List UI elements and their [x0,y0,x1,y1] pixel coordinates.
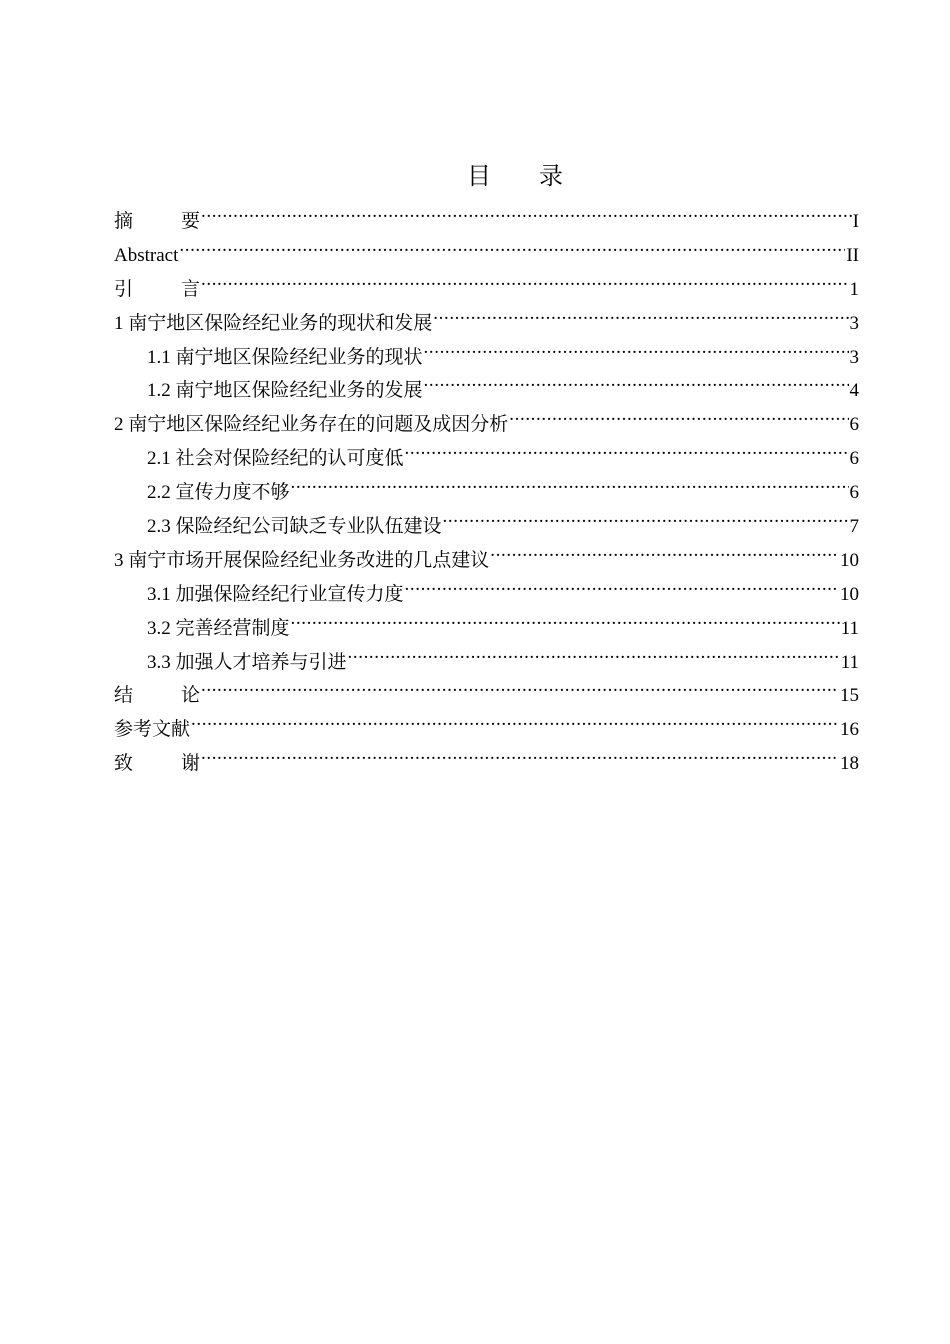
toc-dot-leader [405,570,839,600]
toc-entry-conclusion[interactable] [114,671,859,705]
toc-page-number: 10 [840,583,859,605]
toc-dot-leader [201,739,839,769]
toc-label-char: 摘 [114,211,134,232]
toc-dot-leader [443,502,849,532]
toc-page-number: 3 [849,346,859,368]
toc-page-number: 1 [849,278,859,300]
toc-entry-label: 2.2 宣传力度不够 [147,482,290,504]
toc-dot-leader [179,231,845,261]
toc-entry-label: 2.3 保险经纪公司缺乏专业队伍建设 [147,516,442,538]
toc-entry-chapter-1[interactable] [114,299,859,333]
toc-dot-leader [424,366,849,396]
toc-entry-label: 3 南宁市场开展保险经纪业务改进的几点建议 [114,549,490,571]
toc-page-number: 6 [849,482,859,504]
toc-entry-references[interactable] [114,705,859,739]
toc-entry-abstract-cn[interactable] [114,197,859,231]
toc-list [114,197,859,773]
toc-page-number: I [852,211,859,232]
toc-entry-introduction[interactable] [114,265,859,299]
toc-entry-label: 3.2 完善经营制度 [147,617,290,639]
toc-page-number: 4 [849,380,859,402]
toc-entry-acknowledgements[interactable] [114,739,859,773]
toc-label-char: 致 [114,753,134,775]
toc-entry-label: 1 南宁地区保险经纪业务的现状和发展 [114,312,433,334]
toc-page-number: 6 [849,448,859,470]
toc-title-char-1: 目 [467,164,491,190]
toc-label-char: 论 [180,685,200,707]
toc-label-char: 谢 [180,753,200,775]
toc-page-number: 15 [840,685,859,707]
toc-page-number: 7 [849,516,859,538]
toc-entry-label [114,275,200,305]
toc-dot-leader [291,468,849,498]
toc-dot-leader [490,536,839,566]
toc-label-char: 要 [180,211,200,232]
toc-dot-leader [424,333,849,363]
toc-page-number: 18 [840,753,859,775]
toc-entry-label: 2.1 社会对保险经纪的认可度低 [147,448,404,470]
toc-page-number: II [846,244,859,266]
toc-entry-label: Abstract [114,244,179,266]
toc-label-char: 引 [114,278,134,300]
toc-title-char-2: 录 [539,164,563,190]
toc-entry-label: 3.1 加强保险经纪行业宣传力度 [147,583,404,605]
toc-dot-leader [291,604,840,634]
toc-page-number: 3 [849,312,859,334]
toc-page-number: 11 [840,651,859,673]
toc-dot-leader [348,638,840,668]
toc-label-char: 结 [114,685,134,707]
toc-dot-leader [509,400,848,430]
toc-entry-abstract-en[interactable] [114,231,859,265]
toc-entry-label: 3.3 加强人才培养与引进 [147,651,347,673]
toc-entry-label [114,681,200,711]
toc-title [0,160,950,194]
toc-dot-leader [191,705,839,735]
toc-page-number: 11 [840,617,859,639]
toc-dot-leader [405,434,849,464]
toc-dot-leader [201,671,839,701]
toc-entry-label: 1.1 南宁地区保险经纪业务的现状 [147,346,423,368]
toc-dot-leader [201,265,849,295]
toc-dot-leader [201,197,852,227]
toc-page-number: 10 [840,549,859,571]
toc-entry-label: 1.2 南宁地区保险经纪业务的发展 [147,380,423,402]
toc-label-char: 言 [180,278,200,300]
toc-entry-label: 2 南宁地区保险经纪业务存在的问题及成因分析 [114,414,509,436]
toc-dot-leader [433,299,848,329]
toc-entry-label [114,749,200,779]
toc-page-number: 16 [840,719,859,741]
toc-page-number: 6 [849,414,859,436]
toc-entry-label: 参考文献 [114,719,191,741]
